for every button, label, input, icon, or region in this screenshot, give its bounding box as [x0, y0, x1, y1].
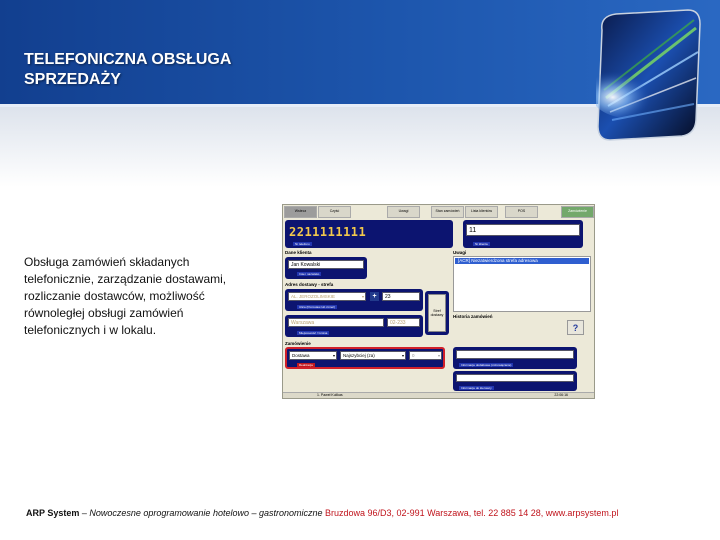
order-section-label: Zamówienie [285, 341, 311, 346]
slide-title [24, 50, 284, 90]
notes-list[interactable] [453, 256, 591, 312]
back-button[interactable]: Wstecz [284, 206, 317, 218]
driver-info-tag: Informacje do kierowcy [461, 386, 492, 390]
client-name-tag: Imie i nazwisko [299, 272, 320, 276]
description-line: telefonicznie, zarządzanie dostawami, [24, 272, 227, 286]
client-number-input[interactable]: 11 [466, 224, 580, 236]
additional-info-input[interactable] [456, 350, 574, 359]
order-button[interactable]: Zamówienie [561, 206, 594, 218]
history-section-label: Historia zamówień [453, 314, 493, 319]
driver-info-input[interactable] [456, 374, 574, 382]
order-app-window [282, 204, 595, 399]
client-number-tag: Nr klienta [475, 242, 488, 246]
notes-list-item[interactable]: [ACR] Niezatwierdzona strefa adresowa [455, 258, 589, 264]
phone-tag: Nr telefonu [295, 242, 310, 246]
notes-button[interactable]: Uwagi [387, 206, 420, 218]
house-number-input[interactable]: 23 [382, 292, 420, 301]
order-type-tag: Realizacja [299, 363, 313, 367]
light-streaks-icon [596, 8, 702, 142]
street-tag: Ulica (Pozostaw lub zmień) [299, 305, 336, 309]
minutes-dropdown[interactable]: 0 ▾ [409, 351, 442, 360]
status-bar [283, 392, 594, 398]
pos-button[interactable]: POS [505, 206, 538, 218]
help-button[interactable]: ? [567, 320, 584, 335]
footer-company: ARP System [26, 508, 80, 518]
footer [26, 508, 618, 518]
order-status-button[interactable]: Stan zamówień [431, 206, 464, 218]
client-name-input[interactable]: Jan Kowalski [288, 260, 364, 269]
footer-contact[interactable]: Bruzdowa 96/D3, 02-991 Warszawa, tel. 22 885 14 28, www.arpsystem.pl [322, 508, 619, 518]
description-line: Obsługa zamówień składanych [24, 255, 190, 269]
phone-number-input[interactable]: 2211111111 [289, 225, 367, 239]
slide-title-line-2: SPRZEDAŻY [24, 71, 121, 88]
city-input[interactable]: Warszawa [288, 318, 384, 327]
street-dropdown[interactable]: AL. JEROZOLIMSKIE ▾ [288, 292, 366, 301]
slide-description [24, 254, 264, 339]
description-line: równoległej obsługi zamówień [24, 306, 184, 320]
description-line: rozliczanie dostawców, możliwość [24, 289, 205, 303]
status-time: 22:06:16 [554, 393, 568, 397]
delivery-zone-button[interactable]: Stref dostawy [428, 294, 446, 332]
client-section-label: Dane klienta [285, 250, 312, 255]
clear-button[interactable]: Czyść [318, 206, 351, 218]
notes-section-label: Uwagi [453, 250, 467, 255]
status-user: 1. Paweł Kulikas [317, 393, 343, 397]
client-list-button[interactable]: Lista klientów [465, 206, 498, 218]
city-tag: Miejscowość / Gmina [299, 331, 328, 335]
address-section-label: Adres dostawy - strefa [285, 282, 334, 287]
add-street-button[interactable]: + [370, 292, 379, 301]
footer-dash: – [79, 508, 90, 518]
postal-code-input[interactable]: 02-233 [387, 318, 420, 327]
delivery-time-dropdown[interactable]: Najszybciej (za) ▾ [340, 351, 406, 360]
order-type-dropdown[interactable]: Dostawa ▾ [289, 351, 337, 360]
footer-tagline: Nowoczesne oprogramowanie hotelowo – gastronomiczne [89, 508, 323, 518]
description-line: telefonicznych i w lokalu. [24, 323, 157, 337]
additional-info-tag: Informacje dodatkowe (zobowiązanie) [461, 363, 512, 367]
slide-title-line-1: TELEFONICZNA OBSŁUGA [24, 51, 232, 68]
